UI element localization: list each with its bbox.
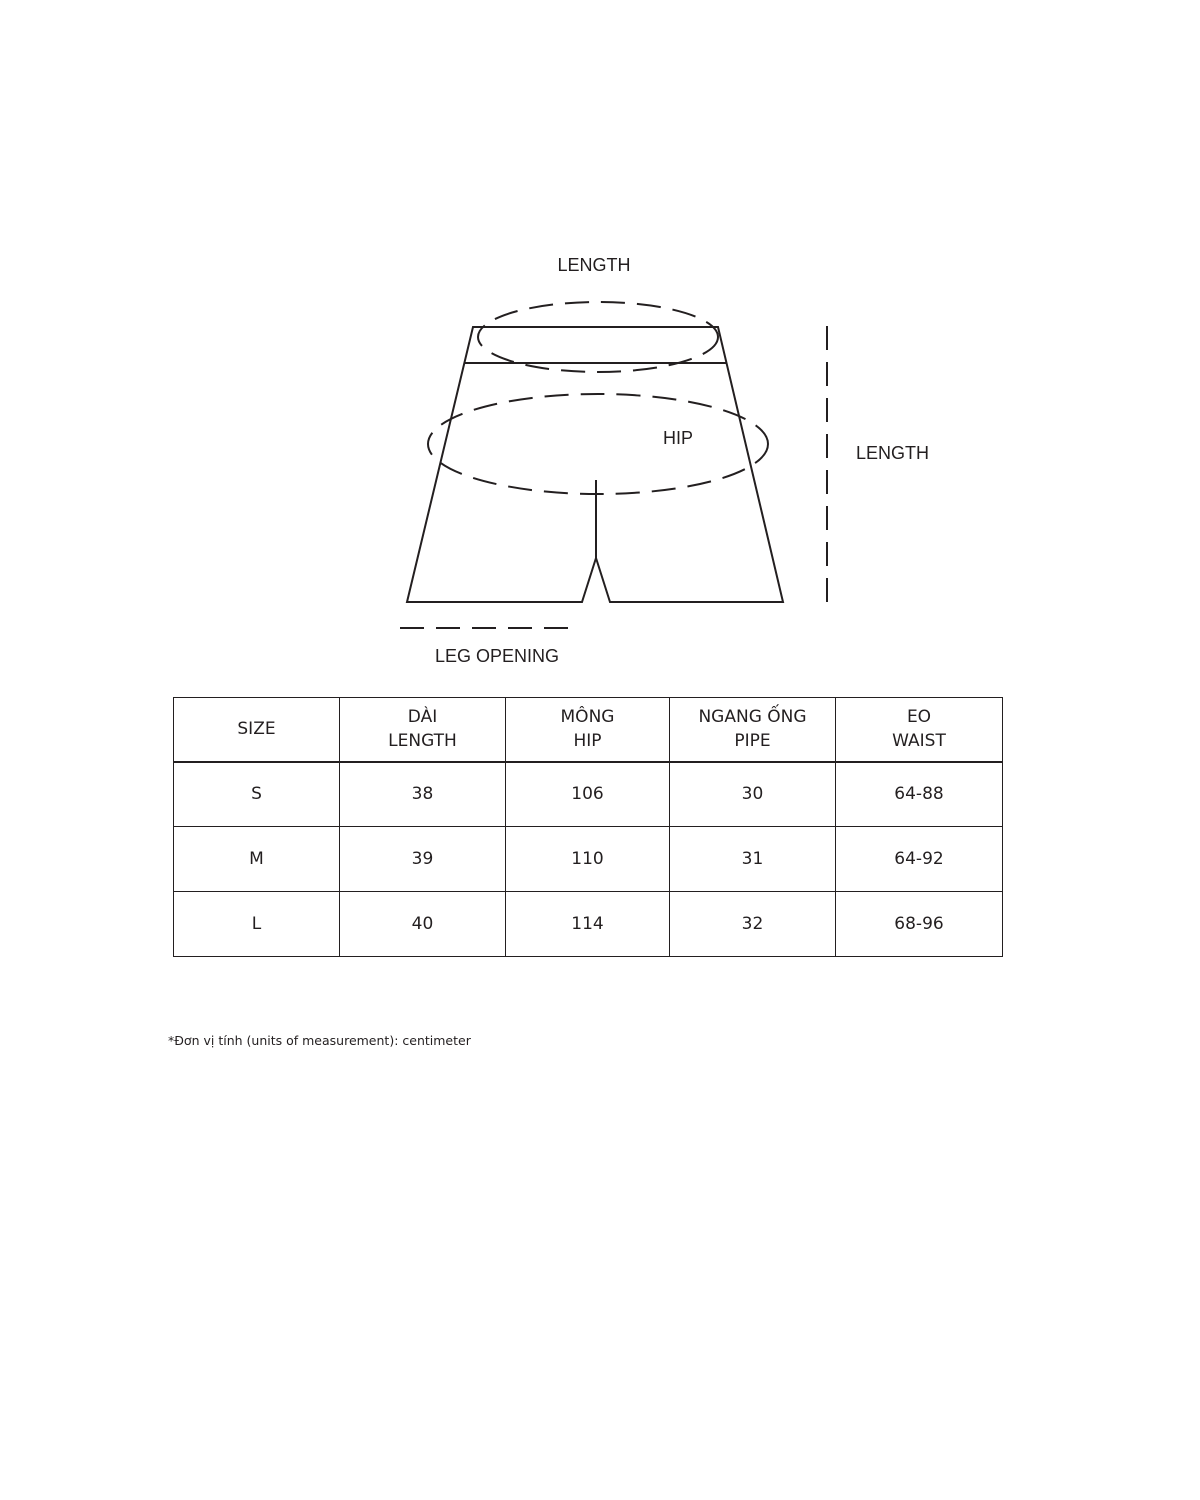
cell-hip: 110 <box>506 827 670 892</box>
cell-pipe: 30 <box>670 762 836 827</box>
table-row <box>174 892 1003 957</box>
cell-waist: 64-92 <box>836 827 1003 892</box>
header-length: DÀI LENGTH <box>340 698 506 762</box>
cell-size: L <box>174 892 340 957</box>
cell-waist: 64-88 <box>836 762 1003 827</box>
cell-size: M <box>174 827 340 892</box>
cell-hip: 114 <box>506 892 670 957</box>
cell-length: 40 <box>340 892 506 957</box>
cell-size: S <box>174 762 340 827</box>
table-row <box>174 827 1003 892</box>
header-pipe: NGANG ỐNG PIPE <box>670 698 836 762</box>
cell-waist: 68-96 <box>836 892 1003 957</box>
header-size: SIZE <box>174 698 340 762</box>
waist-measure-ellipse <box>478 302 718 372</box>
table-row <box>174 762 1003 827</box>
cell-length: 38 <box>340 762 506 827</box>
shorts-outline <box>407 327 783 602</box>
waist-length-label: LENGTH <box>557 255 631 275</box>
hip-measure-ellipse <box>428 394 768 494</box>
side-length-label: LENGTH <box>856 443 930 463</box>
table-header-row <box>174 698 1003 762</box>
header-hip: MÔNG HIP <box>506 698 670 762</box>
cell-pipe: 32 <box>670 892 836 957</box>
size-chart-table <box>173 697 1003 957</box>
cell-pipe: 31 <box>670 827 836 892</box>
cell-length: 39 <box>340 827 506 892</box>
leg-opening-label: LEG OPENING <box>434 646 560 666</box>
header-waist: EO WAIST <box>836 698 1003 762</box>
hip-label: HIP <box>662 428 694 448</box>
shorts-measurement-diagram <box>0 0 1200 690</box>
units-footnote: *Đơn vị tính (units of measurement): centimeter <box>168 1033 471 1048</box>
cell-hip: 106 <box>506 762 670 827</box>
